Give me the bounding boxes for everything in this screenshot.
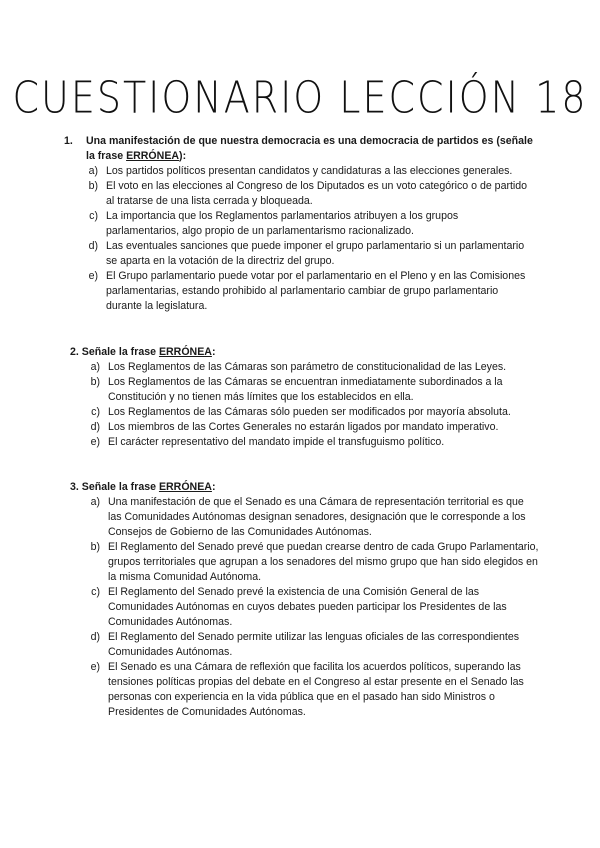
question-number: 1. <box>64 135 73 147</box>
option-text: El Reglamento del Senado permite utilizar las lenguas oficiales de las correspondientes Comunidades Autónomas. <box>108 631 520 658</box>
option-d <box>78 420 540 435</box>
option-text: Las eventuales sanciones que puede imponer el grupo parlamentario si un parlamentario se aparta en la votación de la directriz del grupo. <box>106 240 525 267</box>
option-label: d) <box>90 631 100 643</box>
answer-options <box>78 495 540 720</box>
option-text: El carácter representativo del mandato impide el transfuguismo político. <box>108 436 445 448</box>
option-label: c) <box>89 210 98 222</box>
option-text: Una manifestación de que el Senado es una Cámara de representación territorial es que las Comunidades Autónomas designan senadores, designación que le corresponde a los Consejos de Gobierno de las Comunidades Autónomas. <box>108 496 526 538</box>
option-label: e) <box>90 661 100 673</box>
option-label: b) <box>90 541 100 553</box>
option-label: a) <box>90 496 100 508</box>
option-text: El Grupo parlamentario puede votar por el parlamentario en el Pleno y en las Comisiones parlamentarias, estando prohibido al parlamentario cambiar de grupo parlamentario durante la legislatura. <box>106 270 526 312</box>
option-label: a) <box>88 165 98 177</box>
option-c <box>78 405 540 420</box>
question-highlight: ERRÓNEA <box>158 481 212 493</box>
option-text: El Senado es una Cámara de reflexión que facilita los acuerdos políticos, superando las tensiones políticas propias del debate en el Congreso al estar presente en el Senado las personas con experiencia en la vida pública que en el pasado han sido Ministros o Presidentes de Comunidades Autónomas. <box>108 661 524 718</box>
option-b <box>76 179 534 209</box>
option-label: e) <box>90 436 100 448</box>
option-text: El voto en las elecciones al Congreso de los Diputados es un voto categórico o de partido al tratarse de una lista cerrada y bloqueada. <box>106 180 528 207</box>
option-label: d) <box>88 240 98 252</box>
option-text: Los partidos políticos presentan candidatos y candidaturas a las elecciones generales. <box>106 165 513 177</box>
question-1-heading <box>64 134 534 164</box>
question-text: Señale la frase <box>81 481 159 493</box>
question-3 <box>70 480 540 720</box>
option-text: El Reglamento del Senado prevé que puedan crearse dentro de cada Grupo Parlamentario, grupos territoriales que agrupan a los senadores del mismo grupo que han sido elegidos en la misma Comunidad Autónoma. <box>108 541 539 583</box>
question-2 <box>70 345 540 450</box>
option-text: La importancia que los Reglamentos parlamentarios atribuyen a los grupos parlamentarios, algo propio de un parlamentarismo racionalizado. <box>106 210 459 237</box>
option-label: d) <box>90 421 100 433</box>
option-label: b) <box>88 180 98 192</box>
option-b <box>78 375 540 405</box>
option-label: c) <box>91 406 100 418</box>
option-a <box>78 360 540 375</box>
page-title: CUESTIONARIO LECCIÓN 18 <box>12 72 588 123</box>
option-e <box>78 660 540 720</box>
answer-options <box>78 360 540 450</box>
option-c <box>78 585 540 630</box>
option-label: b) <box>90 376 100 388</box>
option-c <box>76 209 534 239</box>
option-label: a) <box>90 361 100 373</box>
option-text: El Reglamento del Senado prevé la existencia de una Comisión General de las Comunidades Autónomas en cuyos debates pueden participar los Presidentes de las Comunidades Autónomas. <box>108 586 507 628</box>
question-number: 2. <box>70 346 79 358</box>
option-b <box>78 540 540 585</box>
question-highlight: ERRÓNEA <box>158 346 212 358</box>
answer-options <box>76 164 534 314</box>
question-2-heading <box>70 345 540 360</box>
option-a <box>78 495 540 540</box>
question-text: Señale la frase <box>81 346 159 358</box>
option-text: Los Reglamentos de las Cámaras sólo pueden ser modificados por mayoría absoluta. <box>108 406 511 418</box>
question-suffix: : <box>211 481 216 493</box>
question-suffix: : <box>211 346 216 358</box>
question-text: Una manifestación de que nuestra democracia es una democracia de partidos es (señale la frase <box>86 135 533 162</box>
option-label: e) <box>88 270 98 282</box>
option-label: c) <box>91 586 100 598</box>
option-d <box>76 239 534 269</box>
question-1 <box>64 134 534 314</box>
option-e <box>78 435 540 450</box>
question-suffix: ): <box>179 150 187 162</box>
option-text: Los Reglamentos de las Cámaras se encuentran inmediatamente subordinados a la Constitución y no tienen más límites que los establecidos en ella. <box>108 376 503 403</box>
option-text: Los miembros de las Cortes Generales no estarán ligados por mandato imperativo. <box>108 421 499 433</box>
question-highlight: ERRÓNEA <box>126 150 180 162</box>
option-d <box>78 630 540 660</box>
option-a <box>76 164 534 179</box>
option-e <box>76 269 534 314</box>
question-number: 3. <box>70 481 79 493</box>
option-text: Los Reglamentos de las Cámaras son parámetro de constitucionalidad de las Leyes. <box>108 361 507 373</box>
question-3-heading <box>70 480 540 495</box>
